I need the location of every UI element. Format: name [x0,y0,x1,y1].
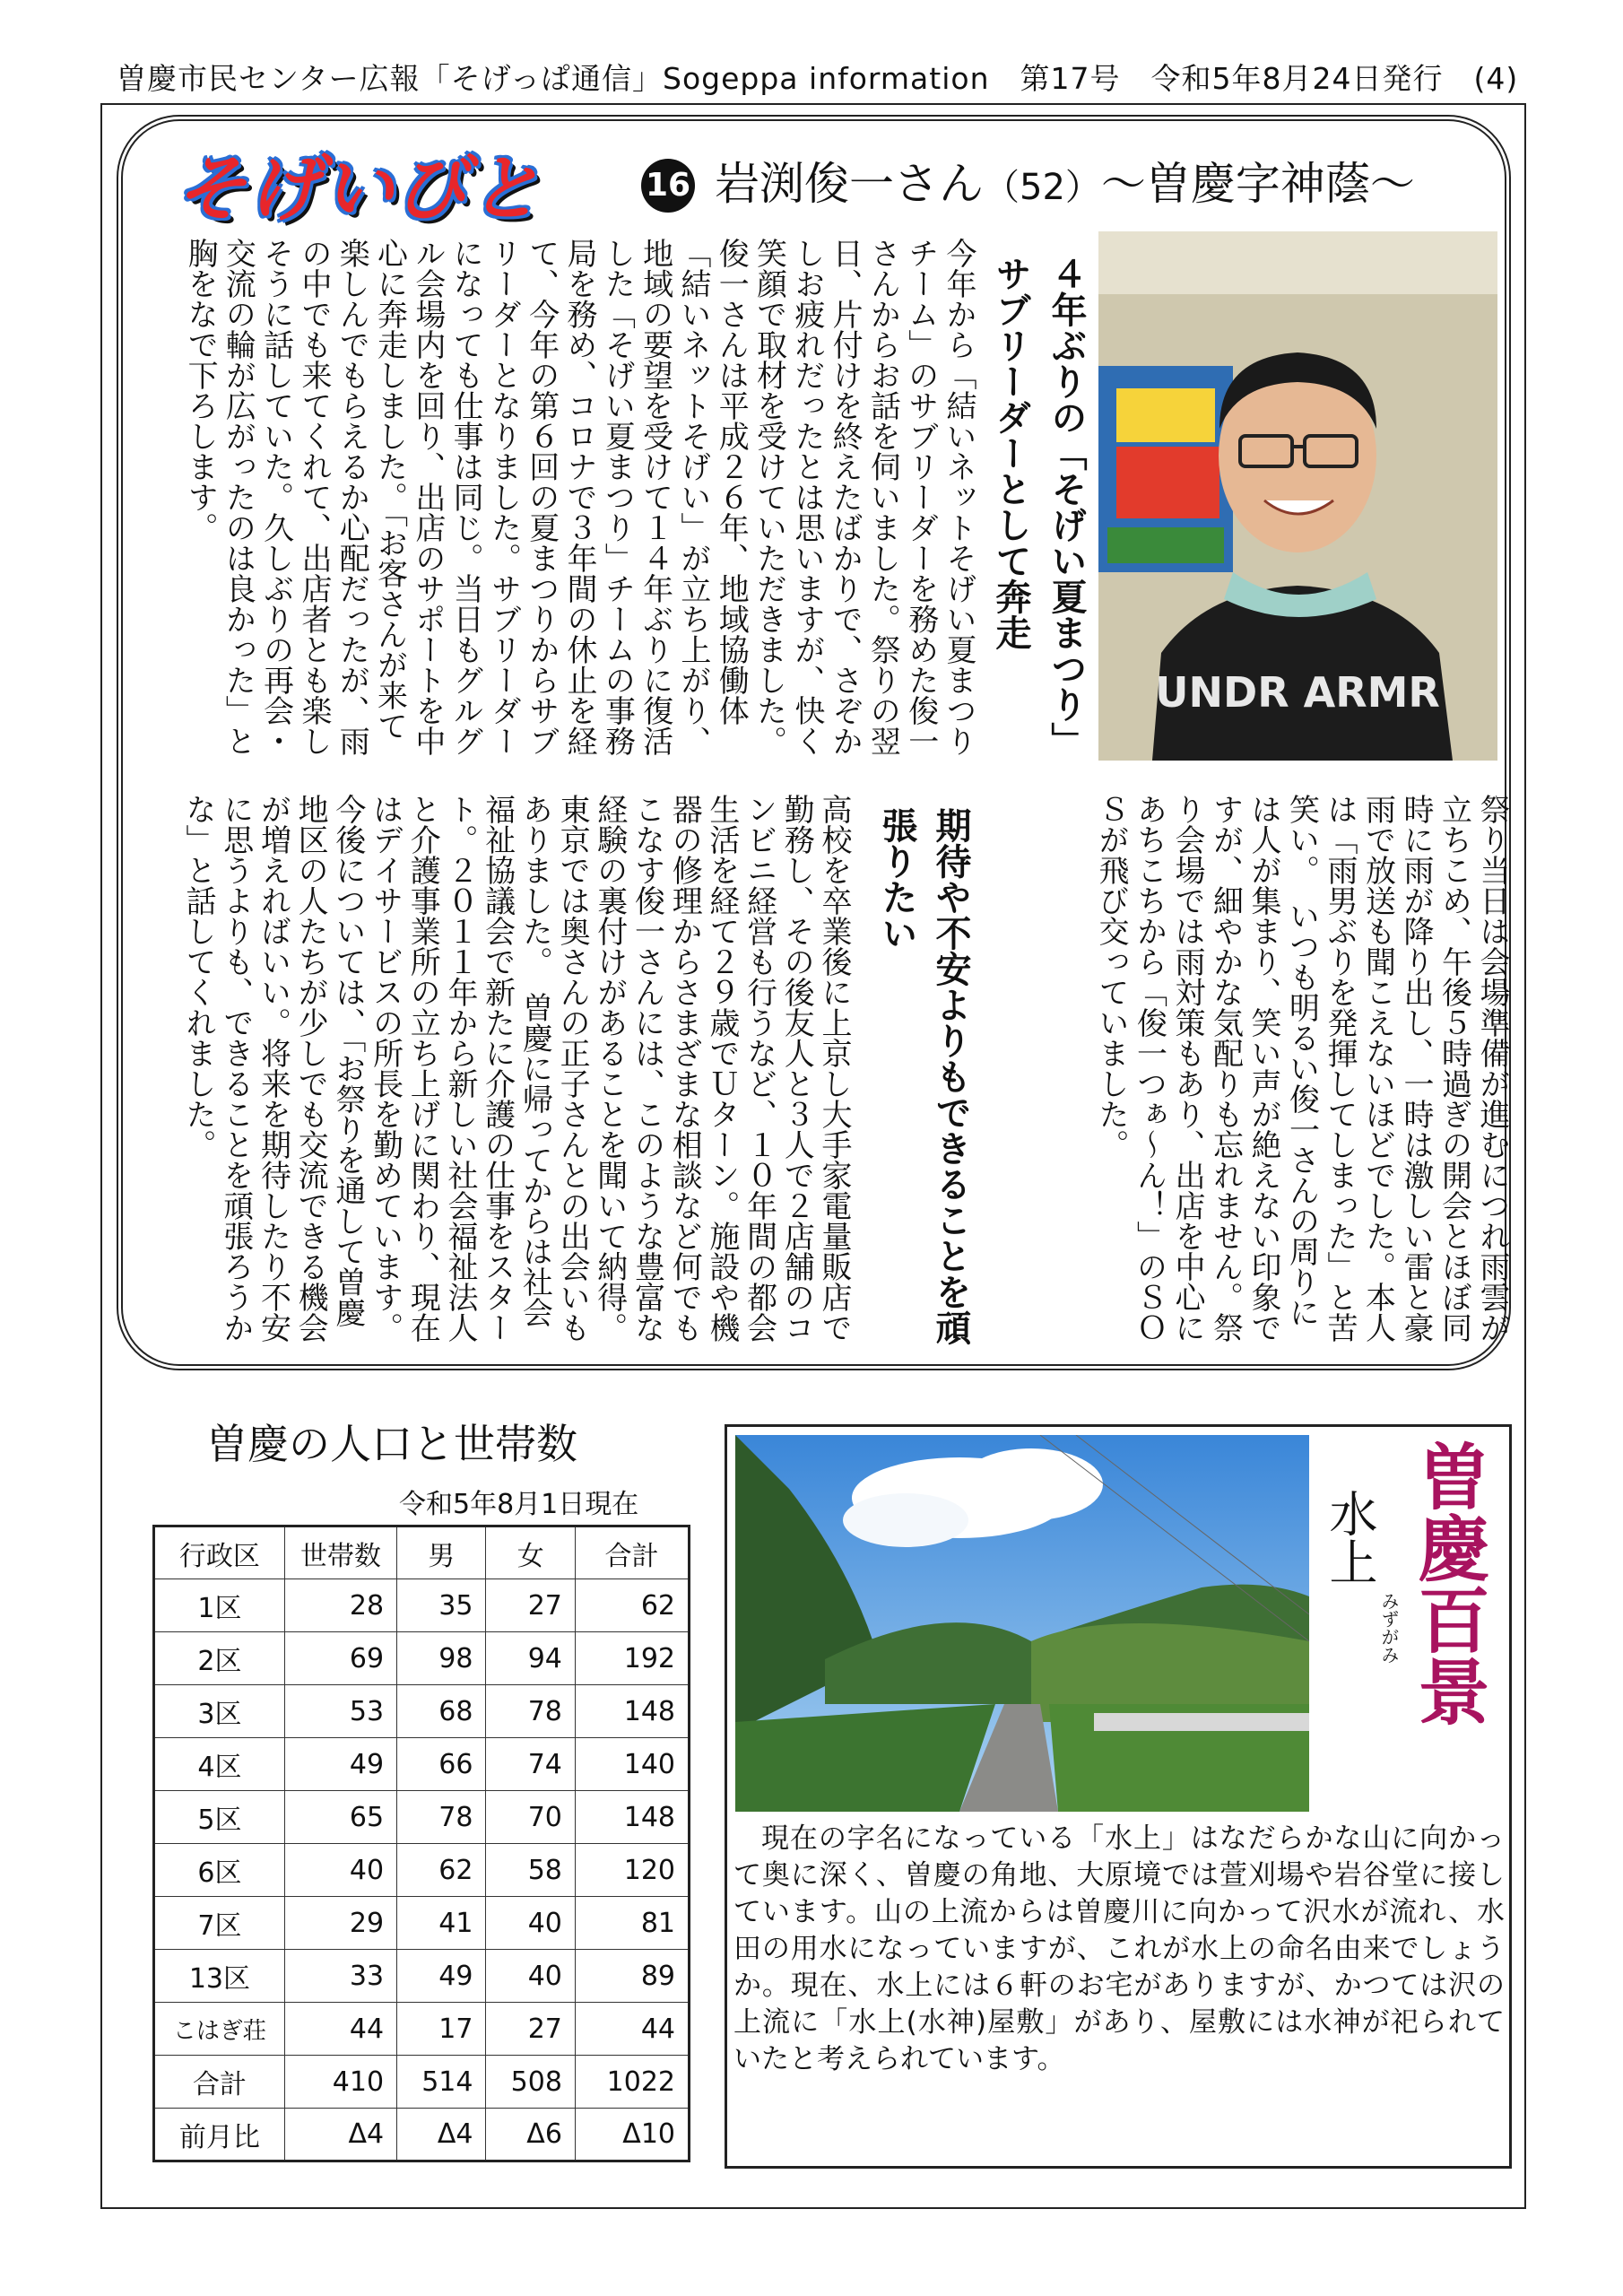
value-cell: 81 [575,1897,689,1950]
value-cell: 62 [575,1579,689,1632]
headline-sub-leader: ４年ぶりの「そげい夏まつり」サブリーダーとして奔走 [990,256,1087,758]
value-cell: 69 [284,1632,396,1685]
landscape-illustration [735,1435,1309,1812]
table-row [154,1791,690,1844]
value-cell: Δ4 [284,2109,396,2161]
value-cell: 148 [575,1685,689,1738]
district-cell: 1区 [154,1579,285,1632]
value-cell: 98 [397,1632,486,1685]
value-cell: 74 [486,1738,575,1791]
table-row [154,1685,690,1738]
table-row [154,1950,690,2003]
value-cell: 58 [486,1844,575,1897]
value-cell: 41 [397,1897,486,1950]
value-cell: 17 [397,2003,486,2056]
shirt-print: UNDR ARMR [1155,668,1440,717]
value-cell: 40 [486,1950,575,2003]
column-header: 世帯数 [284,1526,396,1579]
value-cell: 94 [486,1632,575,1685]
district-cell: 4区 [154,1738,285,1791]
table-row [154,1897,690,1950]
value-cell: 140 [575,1738,689,1791]
column-header: 男 [397,1526,486,1579]
value-cell: 120 [575,1844,689,1897]
column-header: 行政区 [154,1526,285,1579]
value-cell: 78 [397,1791,486,1844]
person-location: ～曽慶字神蔭～ [1100,158,1415,210]
person-name: 岩渕俊一さん [715,158,984,210]
value-cell: 78 [486,1685,575,1738]
value-cell: 53 [284,1685,396,1738]
district-cell: 6区 [154,1844,285,1897]
sogeibito-logo: そげいびと [175,147,542,230]
value-cell: 148 [575,1791,689,1844]
profile-title [641,152,1448,215]
table-row [154,1632,690,1685]
article-body-intro: 今年から「結いネットそげい夏まつりチーム」のサブリーダーを務めた俊一さんからお話を伺いました。祭りの翌日、片付けを終えたばかりで、さぞかしお疲れだったとは思いますが、快く笑顔で取材を受けていただきました。 俊一さんは平成２６年、地域協働体「結いネットそげい」が立ち上がり、地域の要望を受けて１４年ぶりに復活した「そげい夏まつり」チームの事務局を務め、コロナで３年間の休止を経て、今年の第６回の夏まつりからサブリーダーとなりました。サブリーダーになっても仕事は同じ。当日もグルグル会場内を回り、出店のサポートを中心に奔走しました。「お客さんが来て楽しんでもらえるか心配だったが、雨の中でも来てくれて、出店者とも楽しそうに話していた。久しぶりの再会・交流の輪が広がったのは良かった」と胸をなで下ろします。 [182,238,976,771]
table-row [154,1579,690,1632]
value-cell: 35 [397,1579,486,1632]
mizugami-landscape-photo [735,1435,1309,1812]
value-cell: 62 [397,1844,486,1897]
table-header-row [154,1526,690,1579]
table-row [154,2003,690,2056]
value-cell: 40 [486,1897,575,1950]
population-date: 令和5年8月1日現在 [399,1489,639,1520]
value-cell: 89 [575,1950,689,2003]
portrait-photo [1098,231,1497,761]
table-row [154,2109,690,2161]
value-cell: Δ4 [397,2109,486,2161]
table-row [154,1844,690,1897]
value-cell: 40 [284,1844,396,1897]
scenic-place-ruby: みずがみ [1378,1592,1400,1664]
article-number: 16 [641,159,695,213]
value-cell: 44 [575,2003,689,2056]
value-cell: 68 [397,1685,486,1738]
value-cell: 27 [486,2003,575,2056]
value-cell: 28 [284,1579,396,1632]
value-cell: 1022 [575,2056,689,2109]
district-cell: 5区 [154,1791,285,1844]
page-header: 曽慶市民センター広報「そげっぱ通信」Sogeppa information 第17号 令和5年8月24日発行 (4) [117,61,1519,96]
portrait-illustration [1098,231,1497,761]
scenic-series-title: 曽慶百景 [1406,1439,1490,1726]
scenic-description: 現在の字名になっている「水上」はなだらかな山に向かって奥に深く、曽慶の角地、大原境では萱刈場や岩谷堂に接しています。山の上流からは曽慶川に向かって沢水が流れ、水田の用水になっていますが、これが水上の命名由来でしょうか。現在、水上には６軒のお宅がありますが、かつては沢の上流に「水上(水神)屋敷」があり、屋敷には水神が祀られていたと考えられています。 [733,1822,1505,2075]
table-row [154,1738,690,1791]
value-cell: 508 [486,2056,575,2109]
district-cell: 7区 [154,1897,285,1950]
value-cell: 410 [284,2056,396,2109]
value-cell: 66 [397,1738,486,1791]
headline-do-what-i-can: 期待や不安よりもできることを頑張りたい [876,807,971,1345]
value-cell: 49 [284,1738,396,1791]
district-cell: 2区 [154,1632,285,1685]
person-age: （52） [984,167,1101,208]
value-cell: Δ6 [486,2109,575,2161]
population-table [152,1525,690,2162]
value-cell: 27 [486,1579,575,1632]
district-cell: 合計 [154,2056,285,2109]
table-row [154,2056,690,2109]
value-cell: 44 [284,2003,396,2056]
district-cell: 前月比 [154,2109,285,2161]
value-cell: 65 [284,1791,396,1844]
column-header: 合計 [575,1526,689,1579]
article-body-career: 高校を卒業後に上京し大手家電量販店で勤務し、その後友人と３人で２店舗のコンビニ経営も行うなど、１０年間の都会生活を経て２９歳でＵターン。施設や機器の修理からさまざまな相談など何でもこなす俊一さんには、このような豊富な経験の裏付けがあることを聞いて納得。東京では奥さんの正子さんとの出会いもありました。 曽慶に帰ってからは社会福祉協議会で新たに介護の仕事をスタート。２０１１年から新しい社会福祉法人と介護事業所の立ち上げに関わり、現在はデイサービスの所長を勤めています。 今後については、「お祭りを通して曽慶地区の人たちが少しでも交流できる機会が増えればいい。将来を期待したり不安に思うよりも、できることを頑張ろうかな」と話してくれました。 [180,794,852,1358]
district-cell: こはぎ荘 [154,2003,285,2056]
article-body-festival-day: 祭り当日は会場準備が進むにつれ雨雲が立ちこめ、午後５時過ぎの開会とほぼ同時に雨が降り出し、一時は激しい雷と豪雨で放送も聞こえないほどでした。本人は「雨男ぶりを発揮してしまった」と苦笑い。 いつも明るい俊一さんの周りには人が集まり、笑い声が絶えない印象ですが、細やかな気配りも忘れません。祭り会場では雨対策もあり、出店を中心にあちこちから「俊一つぁ～ん！」のＳＯＳが飛び交っていました。 [1093,794,1510,1343]
value-cell: Δ10 [575,2109,689,2161]
value-cell: 29 [284,1897,396,1950]
district-cell: 3区 [154,1685,285,1738]
value-cell: 49 [397,1950,486,2003]
value-cell: 192 [575,1632,689,1685]
value-cell: 33 [284,1950,396,2003]
scenic-place-name: 水上 [1322,1489,1378,1586]
population-title: 曽慶の人口と世帯数 [206,1420,577,1468]
district-cell: 13区 [154,1950,285,2003]
value-cell: 514 [397,2056,486,2109]
value-cell: 70 [486,1791,575,1844]
column-header: 女 [486,1526,575,1579]
